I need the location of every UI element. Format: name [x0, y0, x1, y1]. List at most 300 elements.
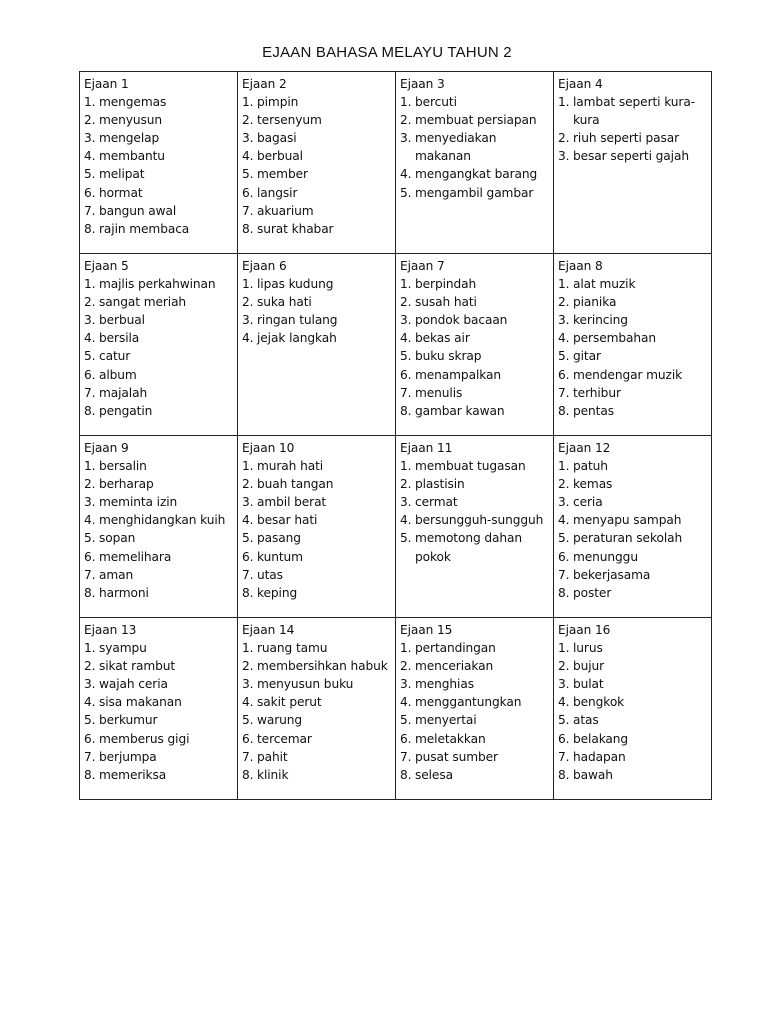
item-word: tercemar: [257, 731, 312, 746]
item-word: aman: [99, 567, 134, 582]
item-number: 2.: [400, 113, 412, 128]
item-word: menunggu: [573, 549, 638, 564]
table-row: [80, 72, 712, 254]
list-item: [558, 147, 707, 165]
item-word: suka hati: [257, 295, 312, 310]
item-word: menulis: [415, 385, 463, 400]
item-number: 5.: [400, 349, 412, 364]
list-item: [84, 184, 233, 202]
item-number: 7.: [242, 749, 254, 764]
item-number: 3.: [558, 495, 570, 510]
item-word: susah hati: [415, 295, 477, 310]
item-word: sisa makanan: [99, 695, 182, 710]
item-word: hadapan: [573, 749, 626, 764]
item-number: 3.: [400, 131, 412, 146]
item-word: syampu: [99, 641, 147, 656]
item-number: 4.: [242, 149, 254, 164]
item-word: mengambil gambar: [415, 185, 534, 200]
item-number: 6.: [84, 731, 96, 746]
item-number: 5.: [242, 167, 254, 182]
item-number: 5.: [84, 531, 96, 546]
item-number: 4.: [400, 167, 412, 182]
list-item: [242, 748, 391, 766]
item-number: 2.: [84, 659, 96, 674]
item-number: 1.: [84, 459, 96, 474]
spelling-table: [79, 71, 712, 800]
item-word: klinik: [257, 767, 289, 782]
item-number: 1.: [558, 95, 570, 110]
list-item: [558, 566, 707, 584]
spelling-cell: [396, 436, 554, 618]
list-item: [558, 584, 707, 602]
item-word: melipat: [99, 167, 145, 182]
list-item: [84, 165, 233, 183]
item-word: lurus: [573, 641, 603, 656]
item-word: bujur: [573, 659, 605, 674]
list-item: [242, 493, 391, 511]
item-word: patuh: [573, 459, 608, 474]
item-number: 6.: [558, 367, 570, 382]
list-item: [242, 165, 391, 183]
item-number: 2.: [242, 295, 254, 310]
item-word: riuh seperti pasar: [573, 131, 680, 146]
item-number: 4.: [558, 695, 570, 710]
list-item: [242, 693, 391, 711]
list-item: [558, 457, 707, 475]
item-number: 3.: [84, 131, 96, 146]
item-number: 4.: [84, 513, 96, 528]
list-item: [242, 275, 391, 293]
spelling-cell: [396, 618, 554, 800]
item-number: 4.: [242, 331, 254, 346]
list-item: [242, 675, 391, 693]
list-item: [400, 675, 549, 693]
item-word: ambil berat: [257, 495, 327, 510]
cell-heading: Ejaan 15: [400, 623, 453, 637]
item-word: bawah: [573, 767, 613, 782]
item-word: kuntum: [257, 549, 303, 564]
list-item: [400, 730, 549, 748]
list-item: [400, 165, 549, 183]
item-number: 7.: [558, 567, 570, 582]
item-word: ruang tamu: [257, 641, 328, 656]
list-item: [84, 711, 233, 729]
list-item: [558, 275, 707, 293]
list-item: [400, 693, 549, 711]
list-item: [242, 147, 391, 165]
item-word: keping: [257, 585, 298, 600]
list-item: [84, 493, 233, 511]
item-word: persembahan: [573, 331, 656, 346]
item-number: 8.: [84, 221, 96, 236]
list-item: [242, 457, 391, 475]
item-word: membersihkan habuk: [257, 659, 388, 674]
item-word: pentas: [573, 403, 614, 418]
item-word: pahit: [257, 749, 288, 764]
item-word: pimpin: [257, 95, 299, 110]
list-item: [400, 184, 549, 202]
item-word: pertandingan: [415, 641, 496, 656]
item-number: 5.: [400, 713, 412, 728]
item-word: murah hati: [257, 459, 324, 474]
list-item: [84, 566, 233, 584]
list-item: [84, 529, 233, 547]
list-item: [84, 202, 233, 220]
item-word: berpindah: [415, 277, 477, 292]
cell-heading: Ejaan 4: [558, 77, 603, 91]
item-word: lipas kudung: [257, 277, 334, 292]
item-word: bekerjasama: [573, 567, 651, 582]
item-word: mendengar muzik: [573, 367, 683, 382]
item-number: 6.: [558, 549, 570, 564]
item-word: gitar: [573, 349, 601, 364]
item-word: plastisin: [415, 477, 465, 492]
item-number: 2.: [558, 131, 570, 146]
item-word: poster: [573, 585, 612, 600]
word-list: [558, 457, 707, 602]
word-list: [400, 457, 549, 566]
list-item: [558, 693, 707, 711]
list-item: [400, 529, 549, 565]
list-item: [84, 457, 233, 475]
item-word: ringan tulang: [257, 313, 338, 328]
item-number: 1.: [84, 641, 96, 656]
item-number: 3.: [242, 495, 254, 510]
item-number: 7.: [558, 749, 570, 764]
item-word: cermat: [415, 495, 458, 510]
item-word: menceriakan: [415, 659, 494, 674]
item-word: langsir: [257, 185, 298, 200]
list-item: [400, 275, 549, 293]
list-item: [558, 402, 707, 420]
item-word: gambar kawan: [415, 403, 505, 418]
cell-heading: Ejaan 16: [558, 623, 611, 637]
list-item: [558, 657, 707, 675]
item-number: 3.: [400, 677, 412, 692]
list-item: [242, 129, 391, 147]
cell-heading: Ejaan 11: [400, 441, 453, 455]
item-number: 3.: [84, 495, 96, 510]
list-item: [242, 511, 391, 529]
item-number: 5.: [558, 713, 570, 728]
spelling-cell: [396, 72, 554, 254]
cell-heading: Ejaan 13: [84, 623, 137, 637]
item-word: bekas air: [415, 331, 470, 346]
item-word: buku skrap: [415, 349, 482, 364]
item-number: 2.: [84, 477, 96, 492]
item-word: utas: [257, 567, 283, 582]
item-number: 4.: [84, 331, 96, 346]
item-word: meletakkan: [415, 731, 486, 746]
item-number: 5.: [84, 349, 96, 364]
word-list: [400, 275, 549, 420]
item-word: akuarium: [257, 203, 314, 218]
spelling-cell: [80, 72, 238, 254]
table-row: [80, 436, 712, 618]
item-word: lambat seperti kura-kura: [573, 95, 695, 128]
item-number: 6.: [242, 731, 254, 746]
item-word: rajin membaca: [99, 221, 190, 236]
item-word: album: [99, 367, 137, 382]
item-number: 3.: [558, 313, 570, 328]
item-number: 7.: [400, 385, 412, 400]
word-list: [84, 275, 233, 420]
item-word: berkumur: [99, 713, 158, 728]
list-item: [400, 657, 549, 675]
list-item: [242, 548, 391, 566]
list-item: [242, 657, 391, 675]
item-number: 8.: [558, 585, 570, 600]
word-list: [84, 93, 233, 238]
list-item: [242, 202, 391, 220]
word-list: [84, 457, 233, 602]
item-word: terhibur: [573, 385, 621, 400]
item-number: 5.: [558, 349, 570, 364]
item-word: atas: [573, 713, 599, 728]
item-number: 2.: [400, 477, 412, 492]
list-item: [558, 475, 707, 493]
item-number: 3.: [84, 677, 96, 692]
spelling-cell: [396, 254, 554, 436]
item-number: 7.: [558, 385, 570, 400]
item-number: 3.: [242, 313, 254, 328]
word-list: [558, 93, 707, 165]
item-number: 3.: [242, 131, 254, 146]
list-item: [400, 329, 549, 347]
item-word: menampalkan: [415, 367, 501, 382]
item-word: membuat persiapan: [415, 113, 537, 128]
list-item: [558, 93, 707, 129]
list-item: [558, 311, 707, 329]
list-item: [558, 384, 707, 402]
item-word: menyusun buku: [257, 677, 354, 692]
list-item: [400, 384, 549, 402]
item-number: 2.: [242, 113, 254, 128]
word-list: [558, 275, 707, 420]
item-number: 7.: [84, 385, 96, 400]
word-list: [558, 639, 707, 784]
list-item: [84, 657, 233, 675]
list-item: [84, 675, 233, 693]
item-number: 3.: [400, 495, 412, 510]
spelling-cell: [80, 254, 238, 436]
list-item: [84, 766, 233, 784]
item-word: bersalin: [99, 459, 147, 474]
item-word: sopan: [99, 531, 136, 546]
item-word: memberus gigi: [99, 731, 190, 746]
list-item: [84, 639, 233, 657]
item-number: 1.: [558, 459, 570, 474]
item-number: 8.: [84, 585, 96, 600]
spelling-cell: [238, 254, 396, 436]
cell-heading: Ejaan 3: [400, 77, 445, 91]
list-item: [400, 366, 549, 384]
list-item: [84, 275, 233, 293]
word-list: [242, 639, 391, 784]
list-item: [242, 730, 391, 748]
item-number: 2.: [400, 659, 412, 674]
item-word: pianika: [573, 295, 617, 310]
list-item: [400, 639, 549, 657]
item-number: 7.: [242, 567, 254, 582]
item-number: 8.: [558, 403, 570, 418]
list-item: [400, 93, 549, 111]
cell-heading: Ejaan 6: [242, 259, 287, 273]
item-word: selesa: [415, 767, 453, 782]
list-item: [242, 529, 391, 547]
list-item: [400, 293, 549, 311]
item-word: besar hati: [257, 513, 318, 528]
list-item: [242, 93, 391, 111]
list-item: [84, 311, 233, 329]
list-item: [558, 639, 707, 657]
list-item: [242, 639, 391, 657]
item-number: 6.: [84, 367, 96, 382]
item-word: bersila: [99, 331, 140, 346]
item-number: 6.: [400, 367, 412, 382]
list-item: [84, 347, 233, 365]
item-number: 1.: [84, 277, 96, 292]
item-number: 1.: [84, 95, 96, 110]
item-number: 8.: [242, 221, 254, 236]
list-item: [242, 329, 391, 347]
item-number: 2.: [558, 659, 570, 674]
list-item: [400, 475, 549, 493]
table-row: [80, 618, 712, 800]
cell-heading: Ejaan 5: [84, 259, 129, 273]
list-item: [242, 184, 391, 202]
item-word: pondok bacaan: [415, 313, 508, 328]
item-number: 1.: [242, 641, 254, 656]
list-item: [558, 329, 707, 347]
item-number: 2.: [400, 295, 412, 310]
list-item: [84, 475, 233, 493]
item-word: mengangkat barang: [415, 167, 538, 182]
item-number: 4.: [400, 695, 412, 710]
list-item: [558, 529, 707, 547]
cell-heading: Ejaan 7: [400, 259, 445, 273]
list-item: [84, 220, 233, 238]
item-number: 3.: [84, 313, 96, 328]
item-number: 7.: [400, 749, 412, 764]
cell-heading: Ejaan 14: [242, 623, 295, 637]
item-number: 8.: [84, 767, 96, 782]
cell-heading: Ejaan 8: [558, 259, 603, 273]
item-number: 6.: [242, 185, 254, 200]
list-item: [84, 402, 233, 420]
item-number: 4.: [242, 513, 254, 528]
item-word: majlis perkahwinan: [99, 277, 216, 292]
item-number: 4.: [558, 513, 570, 528]
item-word: bagasi: [257, 131, 297, 146]
item-word: wajah ceria: [99, 677, 168, 692]
item-number: 5.: [400, 531, 412, 546]
item-word: harmoni: [99, 585, 149, 600]
item-number: 1.: [400, 641, 412, 656]
list-item: [84, 693, 233, 711]
spelling-cell: [80, 436, 238, 618]
item-word: berbual: [257, 149, 303, 164]
list-item: [84, 293, 233, 311]
word-list: [242, 457, 391, 602]
word-list: [242, 275, 391, 347]
item-number: 6.: [84, 549, 96, 564]
cell-heading: Ejaan 1: [84, 77, 129, 91]
list-item: [84, 366, 233, 384]
word-list: [400, 639, 549, 784]
item-number: 7.: [84, 203, 96, 218]
list-item: [242, 711, 391, 729]
word-list: [242, 93, 391, 238]
list-item: [242, 220, 391, 238]
item-number: 8.: [400, 767, 412, 782]
item-number: 7.: [242, 203, 254, 218]
item-number: 8.: [400, 403, 412, 418]
list-item: [242, 475, 391, 493]
item-word: menyediakan makanan: [415, 131, 497, 164]
list-item: [84, 748, 233, 766]
item-word: peraturan sekolah: [573, 531, 683, 546]
list-item: [242, 293, 391, 311]
list-item: [400, 711, 549, 729]
item-word: sangat meriah: [99, 295, 187, 310]
item-word: ceria: [573, 495, 603, 510]
item-number: 8.: [242, 767, 254, 782]
item-word: jejak langkah: [257, 331, 337, 346]
item-word: pengatin: [99, 403, 153, 418]
list-item: [400, 347, 549, 365]
list-item: [558, 293, 707, 311]
spelling-cell: [554, 436, 712, 618]
list-item: [558, 766, 707, 784]
item-number: 1.: [242, 459, 254, 474]
item-number: 1.: [242, 277, 254, 292]
cell-heading: Ejaan 2: [242, 77, 287, 91]
item-number: 4.: [400, 513, 412, 528]
item-number: 1.: [242, 95, 254, 110]
list-item: [558, 493, 707, 511]
table-row: [80, 254, 712, 436]
item-word: sikat rambut: [99, 659, 176, 674]
item-word: memotong dahan pokok: [415, 531, 522, 564]
list-item: [400, 493, 549, 511]
list-item: [400, 748, 549, 766]
list-item: [558, 675, 707, 693]
list-item: [84, 111, 233, 129]
list-item: [242, 584, 391, 602]
item-number: 5.: [242, 713, 254, 728]
item-number: 3.: [400, 313, 412, 328]
spelling-cell: [238, 618, 396, 800]
item-word: surat khabar: [257, 221, 334, 236]
item-number: 4.: [84, 149, 96, 164]
list-item: [400, 402, 549, 420]
item-word: sakit perut: [257, 695, 322, 710]
item-number: 6.: [400, 731, 412, 746]
list-item: [558, 711, 707, 729]
item-number: 8.: [558, 767, 570, 782]
item-number: 4.: [84, 695, 96, 710]
list-item: [558, 347, 707, 365]
list-item: [84, 329, 233, 347]
item-word: alat muzik: [573, 277, 636, 292]
item-word: majalah: [99, 385, 148, 400]
item-word: pasang: [257, 531, 301, 546]
item-word: menyapu sampah: [573, 513, 682, 528]
list-item: [558, 548, 707, 566]
item-word: menghidangkan kuih: [99, 513, 226, 528]
list-item: [558, 129, 707, 147]
